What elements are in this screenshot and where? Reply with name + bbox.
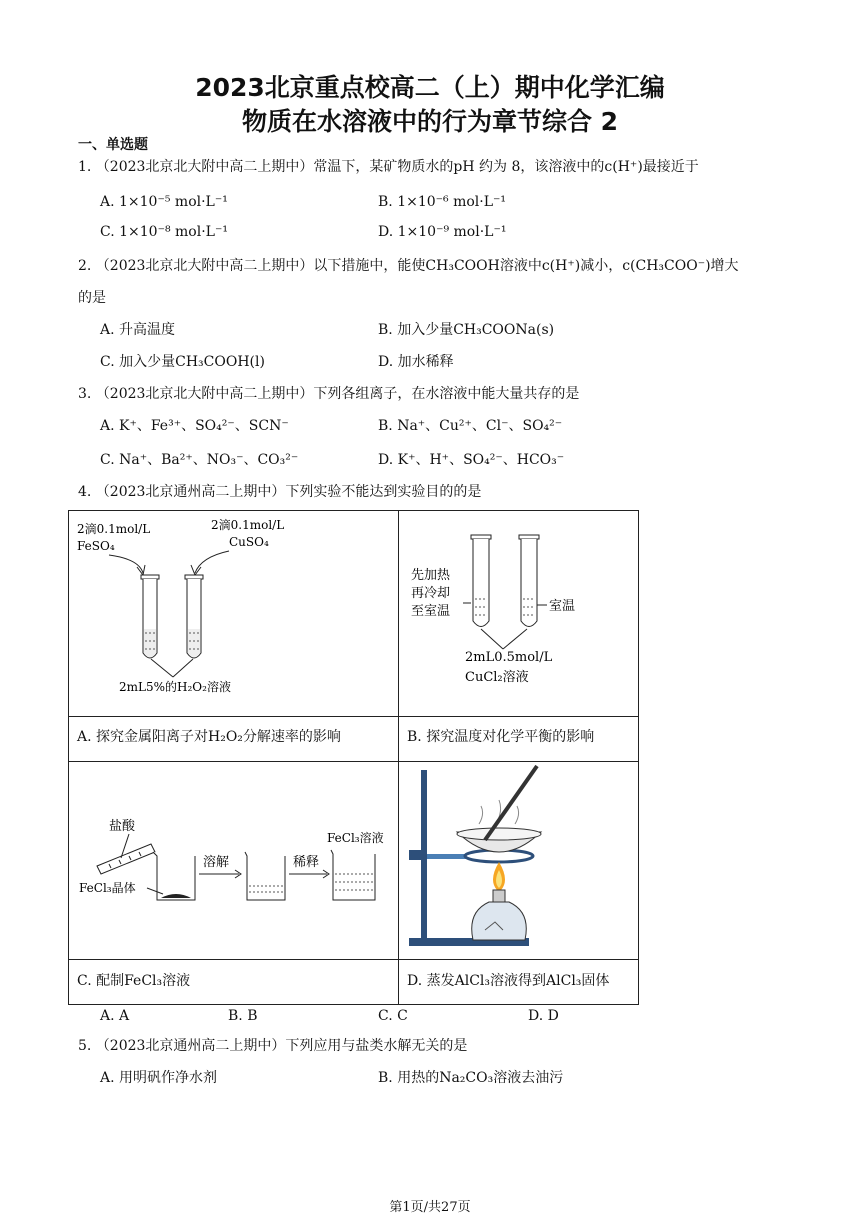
fig-b-bottom-1: 2mL0.5mol/L (465, 650, 553, 665)
q4-answer-d: D. D (528, 1008, 559, 1024)
test-tube-room-temp (519, 535, 539, 627)
experiment-table (68, 510, 639, 1005)
q2-option-a: A. 升高温度 (100, 322, 176, 338)
beaker-2 (245, 852, 285, 900)
alcohol-lamp (472, 902, 527, 940)
figure-d-evaporation (399, 762, 638, 959)
fig-b-label-r: 室温 (549, 599, 576, 614)
question-1: 1. （2023北京北大附中高二上期中）常温下，某矿物质水的pH 约为 8，该溶液中的c(H⁺)最接近于 (78, 159, 699, 175)
q2-option-c: C. 加入少量CH₃COOH(l) (100, 354, 265, 370)
caption-d: D. 蒸发AlCl₃溶液得到AlCl₃固体 (407, 973, 610, 989)
q3-option-b: B. Na⁺、Cu²⁺、Cl⁻、SO₄²⁻ (378, 418, 563, 434)
page-title: 2023北京重点校高二（上）期中化学汇编 (195, 73, 665, 102)
test-tube-right (185, 575, 203, 658)
fig-c-solid-label: FeCl₃晶体 (79, 881, 136, 895)
question-5: 5. （2023北京通州高二上期中）下列应用与盐类水解无关的是 (78, 1038, 468, 1054)
q3-option-c: C. Na⁺、Ba²⁺、NO₃⁻、CO₃²⁻ (100, 452, 299, 468)
q1-option-c: C. 1×10⁻⁸ mol·L⁻¹ (100, 224, 228, 240)
question-2-cont: 的是 (78, 290, 106, 306)
fig-b-bottom-2: CuCl₂溶液 (465, 670, 529, 685)
q3-option-a: A. K⁺、Fe³⁺、SO₄²⁻、SCN⁻ (100, 418, 289, 434)
section-heading: 一、单选题 (78, 137, 148, 153)
q1-option-b: B. 1×10⁻⁶ mol·L⁻¹ (378, 194, 507, 210)
beaker-3 (331, 850, 375, 900)
q2-option-b: B. 加入少量CH₃COONa(s) (378, 322, 555, 338)
question-2: 2. （2023北京北大附中高二上期中）以下措施中，能使CH₃COOH溶液中c(H⁺)减小，c(CH₃COO⁻)增大 (78, 258, 739, 274)
graduated-cylinder (97, 844, 155, 874)
fig-a-label-r1: 2滴0.1mol/L (211, 518, 285, 532)
question-3: 3. （2023北京北大附中高二上期中）下列各组离子，在水溶液中能大量共存的是 (78, 386, 580, 402)
q1-option-a: A. 1×10⁻⁵ mol·L⁻¹ (100, 194, 228, 210)
table-divider-h3 (69, 959, 638, 960)
test-tube-heated (471, 535, 491, 627)
q4-answer-a: A. A (100, 1008, 130, 1024)
q4-answer-c: C. C (378, 1008, 408, 1024)
q4-answer-b: B. B (228, 1008, 258, 1024)
page-footer: 第1页/共27页 (389, 1200, 471, 1215)
fig-b-label-l1: 先加热 (411, 568, 451, 583)
figure-c-beakers (69, 762, 398, 959)
test-tube-left (141, 575, 159, 658)
caption-a: A. 探究金属阳离子对H₂O₂分解速率的影响 (77, 729, 341, 745)
fig-a-bottom-label: 2mL5%的H₂O₂溶液 (119, 680, 231, 694)
caption-c: C. 配制FeCl₃溶液 (77, 973, 191, 989)
fig-c-step1: 溶解 (203, 855, 230, 870)
figure-b-test-tubes (399, 511, 638, 716)
fig-c-acid-label: 盐酸 (109, 819, 136, 834)
page-subtitle: 物质在水溶液中的行为章节综合 2 (241, 107, 619, 136)
q5-option-b: B. 用热的Na₂CO₃溶液去油污 (378, 1070, 564, 1086)
q5-option-a: A. 用明矾作净水剂 (100, 1070, 218, 1086)
q3-option-d: D. K⁺、H⁺、SO₄²⁻、HCO₃⁻ (378, 452, 565, 468)
figure-a-test-tubes (69, 511, 398, 716)
fig-b-label-l3: 至室温 (411, 604, 451, 619)
q2-option-d: D. 加水稀释 (378, 354, 454, 370)
fig-b-label-l2: 再冷却 (411, 586, 451, 601)
fig-a-label-l1: 2滴0.1mol/L (77, 522, 151, 536)
fig-c-step2: 稀释 (293, 855, 320, 870)
fig-a-label-l2: FeSO₄ (77, 539, 115, 553)
fig-c-result-label: FeCl₃溶液 (327, 831, 384, 845)
caption-b: B. 探究温度对化学平衡的影响 (407, 729, 595, 745)
q1-option-d: D. 1×10⁻⁹ mol·L⁻¹ (378, 224, 507, 240)
table-divider-h1 (69, 716, 638, 717)
fig-a-label-r2: CuSO₄ (229, 535, 269, 549)
question-4: 4. （2023北京通州高二上期中）下列实验不能达到实验目的的是 (78, 484, 482, 500)
